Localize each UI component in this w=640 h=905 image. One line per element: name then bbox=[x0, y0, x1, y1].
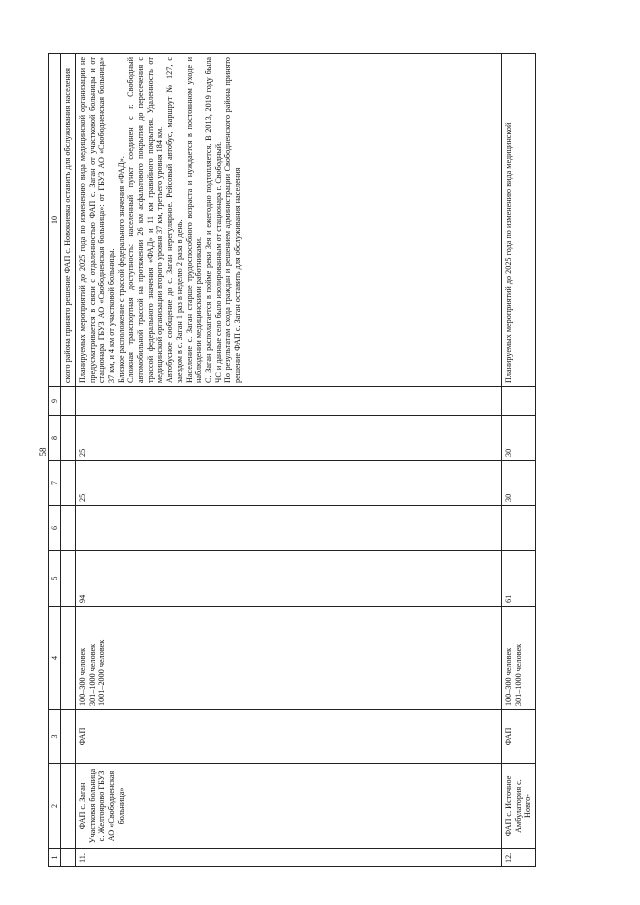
note-paragraph: С. Заган располагается в пойме реки Зея и ежегодно подтопляется. В 2013, 2019 году была ЧС и данные село было изолированным от стационара г. Свободный. bbox=[203, 57, 223, 383]
note-paragraph: Близкое расположение с трассой федерального значения «ФАД». bbox=[116, 156, 126, 383]
header-cell: 4 bbox=[49, 607, 61, 710]
note-paragraph: Планируемых мероприятий до 2025 года по изменению вида медицинской организации не предусматривается в связи с отдаленностью ФАП с. Заган от участковой больницы и от стационара ГБУЗ АО «Свободненская больница»: от ГБУЗ АО «Свободненская больница» 37 км, и 4 км от участковой больницы. bbox=[78, 57, 117, 383]
header-cell: 6 bbox=[49, 506, 61, 551]
table-row bbox=[502, 54, 536, 867]
note-cell bbox=[61, 54, 76, 387]
value-col9 bbox=[502, 387, 536, 416]
value-col8: 30 bbox=[502, 416, 536, 461]
header-cell: 2 bbox=[49, 764, 61, 849]
header-cell: 9 bbox=[49, 387, 61, 416]
header-row bbox=[49, 54, 61, 867]
note-paragraph: ского района принято решение ФАП с. Новокиевка оставить для обслуживания населения bbox=[63, 68, 73, 383]
table-row bbox=[76, 54, 502, 867]
note-paragraph: Автобусное сообщение до с. Заган нерегулярное. Рейсовый автобус, маршрут № 127, с заездом в с. Заган 1 раз в неделю 2 раза в день. bbox=[165, 57, 184, 383]
facility-type: ФАП bbox=[502, 710, 536, 764]
header-cell: 5 bbox=[49, 551, 61, 607]
document-table bbox=[48, 53, 536, 867]
value-col7: 30 bbox=[502, 461, 536, 506]
header-cell: 8 bbox=[49, 416, 61, 461]
value-col6 bbox=[76, 506, 502, 551]
header-cell: 10 bbox=[49, 54, 61, 387]
facility-type: ФАП bbox=[76, 710, 502, 764]
page-number: 58 bbox=[38, 447, 48, 457]
note-paragraph: Планируемых мероприятий до 2025 года по изменению вида медицинской bbox=[504, 122, 514, 383]
population-range: 301–1000 человек bbox=[513, 643, 523, 706]
note-paragraph: Население с. Заган старше трудоспособного возраста и нуждается в постоянном уходе и наблюдении медицинскими работниками. bbox=[184, 57, 204, 383]
value-col8: 25 bbox=[76, 416, 502, 461]
population-range: 100–300 человек bbox=[78, 647, 88, 706]
facility-name: ФАП с. Заган Участковая больница с. Желтоярово ГБУЗ АО «Свободненская больница» bbox=[76, 764, 502, 849]
table-row-continued bbox=[61, 54, 76, 867]
facility-name: ФАП с. Источное Амбулатория с. Новго- bbox=[502, 764, 536, 849]
note-cell bbox=[76, 54, 502, 387]
note-paragraph: По результатам схода граждан и решением администрации Свободненского района принято решение ФАП с. Заган оставить для обслуживания населения bbox=[223, 57, 242, 383]
header-cell: 1 bbox=[49, 849, 61, 867]
value-col7: 25 bbox=[76, 461, 502, 506]
note-cell bbox=[502, 54, 536, 387]
header-cell: 7 bbox=[49, 461, 61, 506]
header-cell: 3 bbox=[49, 710, 61, 764]
value-col5: 94 bbox=[76, 551, 502, 607]
population-cell bbox=[76, 607, 502, 710]
value-col6 bbox=[502, 506, 536, 551]
population-range: 301–1000 человек bbox=[87, 643, 97, 706]
value-col5: 61 bbox=[502, 551, 536, 607]
note-paragraph: Сложная транспортная доступность: населенный пункт соединен с г. Свободный автомобильной трассой на протяжении 26 км асфальтового покрытия до пересечения с трассой федерального значения «ФАД» и 11 км гравийного покрытия. Удаленность от медицинской организации второго уровня 37 км, третьего уровня 184 км. bbox=[126, 57, 165, 383]
row-number: 11. bbox=[76, 849, 502, 867]
population-range: 1001–2000 человек bbox=[97, 639, 107, 706]
population-range: 100–300 человек bbox=[504, 647, 514, 706]
value-col9 bbox=[76, 387, 502, 416]
population-cell bbox=[502, 607, 536, 710]
row-number: 12. bbox=[502, 849, 536, 867]
